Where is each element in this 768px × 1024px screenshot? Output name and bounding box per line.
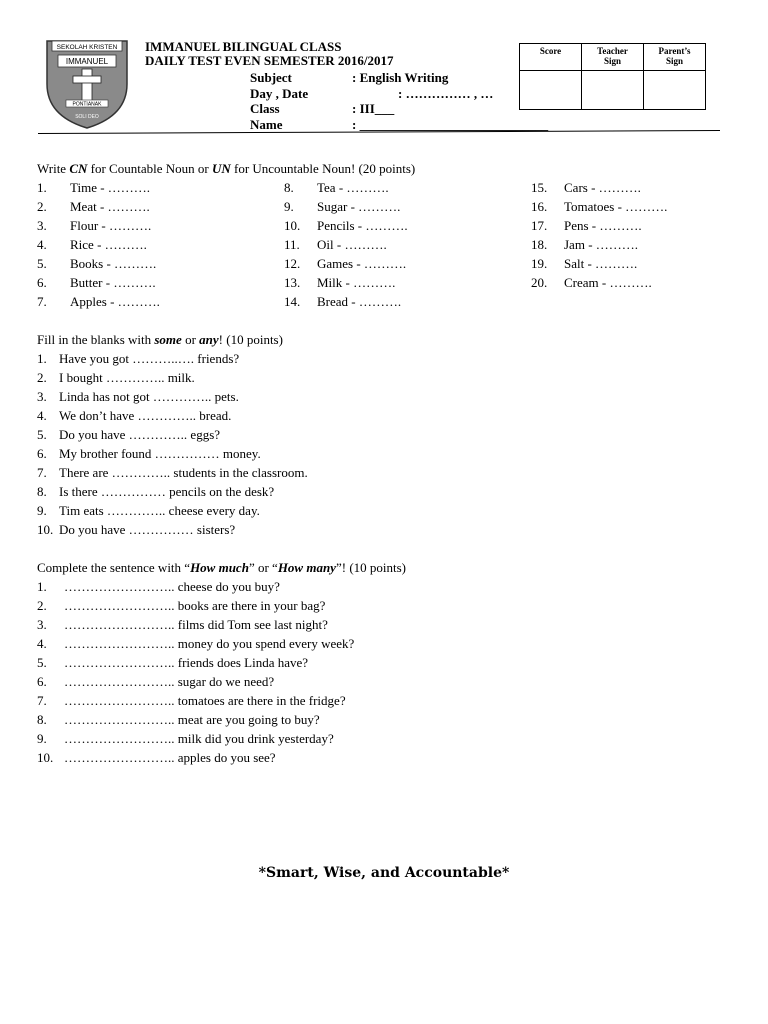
item-text[interactable]: Butter - ………. [70,275,156,290]
parent-sign-header: Parent’s Sign [644,44,706,71]
item-text[interactable]: Tim eats ………….. cheese every day. [59,503,260,518]
logo-motto-text: SOLI DEO [75,114,99,120]
item-text[interactable]: We don’t have ………….. bread. [59,408,232,423]
item-number: 17. [531,218,548,233]
item-text[interactable]: Flour - ………. [70,218,152,233]
item-text[interactable]: Linda has not got ………….. pets. [59,389,239,404]
date-field[interactable]: : …………… , … [398,85,494,101]
item-text[interactable]: Do you have …………… sisters? [59,522,236,537]
score-cell[interactable] [520,71,582,110]
item-text[interactable]: Cream - ………. [564,275,652,290]
item-number: 5. [37,256,47,271]
school-motto: *Smart, Wise, and Accountable* [258,865,510,881]
item-text[interactable]: …………………….. friends does Linda have? [64,655,309,670]
item-number: 8. [37,712,47,727]
item-number: 4. [37,408,47,423]
item-text[interactable]: …………………….. tomatoes are there in the fridge? [64,693,346,708]
item-text[interactable]: Bread - ………. [317,294,402,309]
item-text[interactable]: …………………….. cheese do you buy? [64,579,280,594]
item-text[interactable]: …………………….. money do you spend every week? [64,636,355,651]
class-label: Class [250,101,280,116]
item-text[interactable]: …………………….. meat are you going to buy? [64,712,320,727]
logo-name-text: IMMANUEL [65,57,109,66]
item-number: 7. [37,465,47,480]
item-number: 3. [37,389,47,404]
item-number: 3. [37,617,47,632]
subject-value: : English Writing [352,70,449,85]
header-titles [145,40,394,68]
parent-sign-cell[interactable] [644,71,706,110]
item-number: 20. [531,275,548,290]
item-text[interactable]: Is there …………… pencils on the desk? [59,484,275,499]
item-text[interactable]: Time - ………. [70,180,151,195]
item-number: 16. [531,199,548,214]
item-number: 6. [37,275,47,290]
item-number: 6. [37,446,47,461]
item-number: 4. [37,237,47,252]
section1-title: Write CN for Countable Noun or UN for Uncountable Noun! (20 points) [37,161,416,176]
item-number: 12. [284,256,301,271]
item-text[interactable]: Have you got ………..…. friends? [59,351,240,366]
item-text[interactable]: My brother found …………… money. [59,446,261,461]
item-text[interactable]: …………………….. sugar do we need? [64,674,275,689]
item-number: 14. [284,294,301,309]
item-text[interactable]: Do you have ………….. eggs? [59,427,221,442]
item-number: 10. [37,750,54,765]
item-text[interactable]: Jam - ………. [564,237,639,252]
item-number: 7. [37,294,47,309]
header-divider [38,130,720,134]
item-text[interactable]: Tomatoes - ………. [564,199,668,214]
logo-bottom-text: PONTIANAK [72,101,102,108]
logo-top-text: SEKOLAH KRISTEN [56,44,118,51]
item-number: 1. [37,579,47,594]
test-title: DAILY TEST EVEN SEMESTER 2016/2017 [145,53,394,68]
item-number: 15. [531,180,548,195]
item-number: 7. [37,693,47,708]
item-number: 9. [37,503,47,518]
item-text[interactable]: Games - ………. [317,256,407,271]
item-number: 10. [37,522,54,537]
item-text[interactable]: Books - ………. [70,256,157,271]
item-text[interactable]: …………………….. milk did you drink yesterday? [64,731,334,746]
item-number: 1. [37,351,47,366]
item-text[interactable]: Oil - ………. [317,237,387,252]
section3-title: Complete the sentence with “How much” or “How many”! (10 points) [37,560,407,575]
item-number: 2. [37,598,47,613]
item-text[interactable]: I bought ………….. milk. [59,370,195,385]
teacher-sign-header: Teacher Sign [582,44,644,71]
item-number: 3. [37,218,47,233]
teacher-sign-cell[interactable] [582,71,644,110]
item-number: 11. [284,237,300,252]
class-title: IMMANUEL BILINGUAL CLASS [145,39,342,54]
item-number: 4. [37,636,47,651]
section2-title: Fill in the blanks with some or any! (10 points) [37,332,283,347]
item-number: 5. [37,655,47,670]
name-field[interactable]: : _____________________________ [352,116,549,132]
item-text[interactable]: …………………….. books are there in your bag? [64,598,326,613]
item-text[interactable]: Tea - ………. [317,180,389,195]
item-number: 9. [37,731,47,746]
item-text[interactable]: …………………….. films did Tom see last night? [64,617,328,632]
item-text[interactable]: Milk - ………. [317,275,396,290]
item-text[interactable]: Meat - ………. [70,199,150,214]
item-number: 19. [531,256,548,271]
name-label: Name [250,116,283,132]
item-number: 10. [284,218,301,233]
item-text[interactable]: Pencils - ………. [317,218,408,233]
score-table [519,43,706,110]
item-text[interactable]: Apples - ………. [70,294,160,309]
date-label: Day , Date [250,85,309,101]
item-text[interactable]: There are ………….. students in the classroom. [59,465,308,480]
class-field[interactable]: : III___ [352,101,395,116]
school-logo [44,38,130,130]
item-number: 5. [37,427,47,442]
item-text[interactable]: …………………….. apples do you see? [64,750,276,765]
item-number: 6. [37,674,47,689]
item-text[interactable]: Salt - ………. [564,256,638,271]
item-number: 13. [284,275,301,290]
score-header: Score [520,44,582,71]
item-number: 18. [531,237,548,252]
item-text[interactable]: Sugar - ………. [317,199,401,214]
item-number: 8. [284,180,294,195]
item-number: 2. [37,199,47,214]
item-text[interactable]: Rice - ………. [70,237,147,252]
item-number: 8. [37,484,47,499]
item-number: 9. [284,199,294,214]
item-number: 2. [37,370,47,385]
subject-label: Subject [250,70,292,85]
item-text[interactable]: Pens - ………. [564,218,642,233]
item-text[interactable]: Cars - ………. [564,180,641,195]
item-number: 1. [37,180,47,195]
